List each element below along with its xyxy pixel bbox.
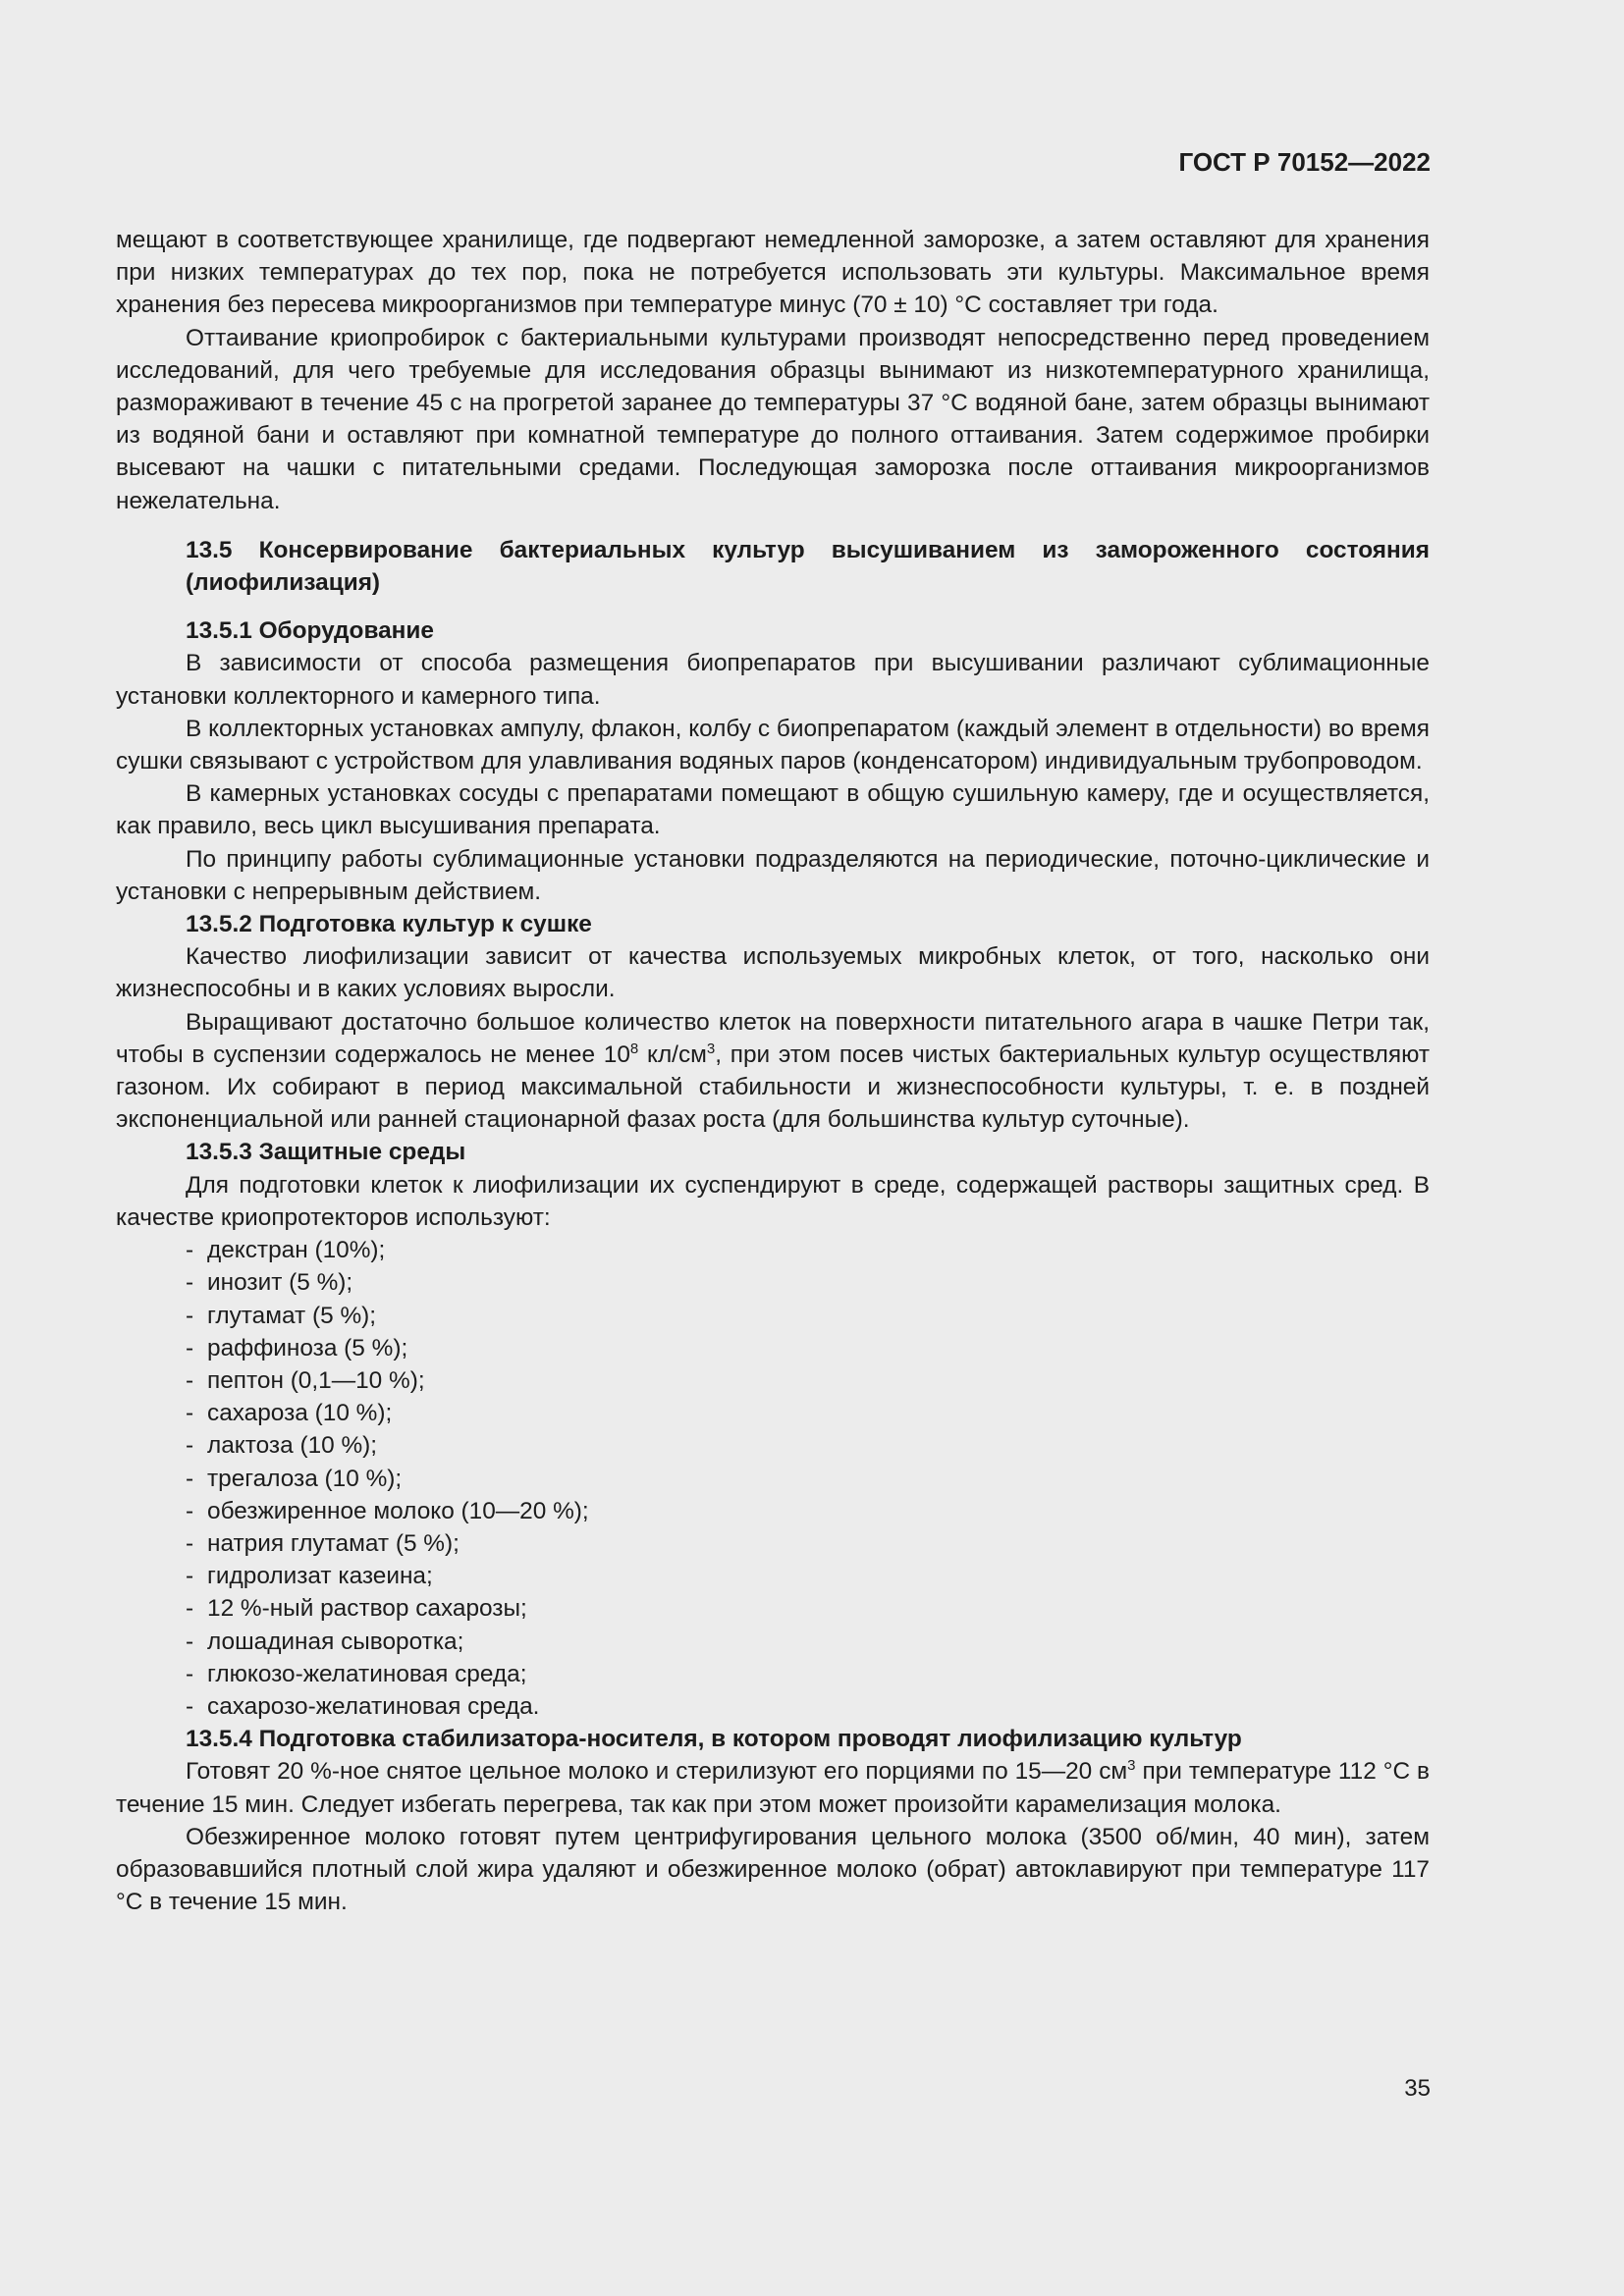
section-heading-13-5: 13.5 Консервирование бактериальных культур высушиванием из замороженного состояния (лиофилизация) — [186, 536, 1430, 597]
paragraph-operation-principle: По принципу работы сублимационные установки подразделяются на периодические, поточно-циклические и установки с непрерывным действием. — [116, 845, 1430, 905]
paragraph-storage: мещают в соответствующее хранилище, где подвергают немедленной заморозке, а затем оставляют для хранения при низких температурах до тех пор, пока не потребуется использовать эти культуры. Максимальное время хранения без пересева микроорганизмов при температуре минус (70 ± 10) °С составляет три года. — [116, 227, 1430, 319]
superscript: 3 — [1127, 1757, 1136, 1775]
document-id-header: ГОСТ Р 70152—2022 — [1178, 147, 1431, 177]
list-dash: - — [186, 1628, 194, 1655]
text-run: Готовят 20 %-ное снятое цельное молоко и стерилизуют его порциями по 15—20 см — [186, 1758, 1128, 1786]
section-heading-13-5-2: 13.5.2 Подготовка культур к сушке — [186, 911, 592, 938]
paragraph-cell-growth — [116, 1006, 1430, 1137]
superscript: 3 — [706, 1040, 716, 1057]
paragraph-protective-media: Для подготовки клеток к лиофилизации их суспендируют в среде, содержащей растворы защитных сред. В качестве криопротекторов используют: — [116, 1171, 1430, 1231]
list-item-text: пептон (0,1—10 %); — [207, 1366, 425, 1394]
list-dash: - — [186, 1334, 194, 1362]
list-item-text: обезжиренное молоко (10—20 %); — [207, 1497, 589, 1524]
paragraph-defatted-milk: Обезжиренное молоко готовят путем центрифугирования цельного молока (3500 об/мин, 40 мин), затем образовавшийся плотный слой жира удаляют и обезжиренное молоко (обрат) автоклавируют при температуре 117 °С в течение 15 мин. — [116, 1823, 1430, 1916]
list-dash: - — [186, 1563, 194, 1590]
list-item — [186, 1592, 1430, 1625]
paragraph-lyophilization-quality: Качество лиофилизации зависит от качества используемых микробных клеток, от того, насколько они жизнеспособны и в каких условиях выросли. — [116, 943, 1430, 1003]
list-item — [186, 1527, 1430, 1560]
list-dash: - — [186, 1366, 194, 1394]
list-item — [186, 1495, 1430, 1527]
list-dash: - — [186, 1302, 194, 1329]
text-run: Выращивают достаточно большое количество клеток на поверхности питательного агара в чашке Петри так, чтобы в суспензии содержалось не менее 10 — [116, 1008, 1430, 1068]
list-item-text: 12 %-ный раствор сахарозы; — [207, 1595, 527, 1623]
list-item-text: натрия глутамат (5 %); — [207, 1529, 460, 1557]
list-item-text: глутамат (5 %); — [207, 1302, 377, 1329]
paragraph-collector-units: В коллекторных установках ампулу, флакон, колбу с биопрепаратом (каждый элемент в отдельности) во время сушки связывают с устройством для улавливания водяных паров (конденсатором) индивидуальным трубопроводом. — [116, 715, 1430, 775]
list-item-text: инозит (5 %); — [207, 1269, 353, 1297]
list-item-text: трегалоза (10 %); — [207, 1465, 403, 1492]
list-item — [186, 1364, 1430, 1397]
list-item-text: сахарозо-желатиновая среда. — [207, 1692, 540, 1720]
list-dash: - — [186, 1529, 194, 1557]
text-run: кл/см — [638, 1041, 707, 1068]
list-item-text: гидролизат казеина; — [207, 1563, 433, 1590]
list-item — [186, 1560, 1430, 1592]
list-dash: - — [186, 1660, 194, 1687]
section-heading-13-5-1: 13.5.1 Оборудование — [186, 617, 434, 645]
list-dash: - — [186, 1465, 194, 1492]
list-item — [186, 1397, 1430, 1429]
list-item-text: лошадиная сыворотка; — [207, 1628, 464, 1655]
page-number: 35 — [1404, 2075, 1431, 2102]
paragraph-thawing: Оттаивание криопробирок с бактериальными культурами производят непосредственно перед проведением исследований, для чего требуемые для исследования образцы вынимают из низкотемпературного хранилища, размораживают в течение 45 с на прогретой заранее до температуры 37 °С водяной бане, затем образцы вынимают из водяной бани и оставляют при комнатной температуре до полного оттаивания. Затем содержимое пробирки высевают на чашки с питательными средами. Последующая заморозка после оттаивания микроорганизмов нежелательна. — [116, 324, 1430, 514]
text-run: при температуре 112 °С в течение 15 мин. Следует избегать перегрева, так как при этом может произойти карамелизация молока. — [116, 1758, 1430, 1818]
page-content — [116, 224, 1430, 1918]
list-item — [186, 1429, 1430, 1462]
list-dash: - — [186, 1692, 194, 1720]
list-item-text: декстран (10%); — [207, 1237, 386, 1264]
paragraph-skim-milk-prep — [116, 1755, 1430, 1820]
list-item-text: лактоза (10 %); — [207, 1432, 378, 1460]
list-item — [186, 1332, 1430, 1364]
section-heading-13-5-3: 13.5.3 Защитные среды — [186, 1139, 466, 1166]
cryoprotector-list — [116, 1234, 1430, 1723]
text-run: , при этом посев чистых бактериальных культур осуществляют газоном. Их собирают в период максимальной стабильности и жизнеспособности культуры, т. е. в поздней экспоненциальной или ранней стационарной фазах роста (для большинства культур суточные). — [116, 1041, 1430, 1134]
list-item — [186, 1463, 1430, 1495]
list-item — [186, 1658, 1430, 1690]
paragraph-chamber-units: В камерных установках сосуды с препаратами помещают в общую сушильную камеру, где и осуществляется, как правило, весь цикл высушивания препарата. — [116, 780, 1430, 840]
list-item-text: сахароза (10 %); — [207, 1400, 393, 1427]
list-item-text: глюкозо-желатиновая среда; — [207, 1660, 527, 1687]
list-item — [186, 1690, 1430, 1723]
list-item — [186, 1300, 1430, 1332]
list-item-text: раффиноза (5 %); — [207, 1334, 408, 1362]
paragraph-equipment-types: В зависимости от способа размещения биопрепаратов при высушивании различают сублимационные установки коллекторного и камерного типа. — [116, 650, 1430, 710]
list-dash: - — [186, 1595, 194, 1623]
list-dash: - — [186, 1237, 194, 1264]
superscript: 8 — [629, 1040, 639, 1057]
list-dash: - — [186, 1400, 194, 1427]
list-dash: - — [186, 1497, 194, 1524]
list-dash: - — [186, 1269, 194, 1297]
list-item — [186, 1234, 1430, 1266]
list-item — [186, 1266, 1430, 1299]
list-item — [186, 1626, 1430, 1658]
section-heading-13-5-4: 13.5.4 Подготовка стабилизатора-носителя, в котором проводят лиофилизацию культур — [186, 1726, 1242, 1753]
list-dash: - — [186, 1432, 194, 1460]
